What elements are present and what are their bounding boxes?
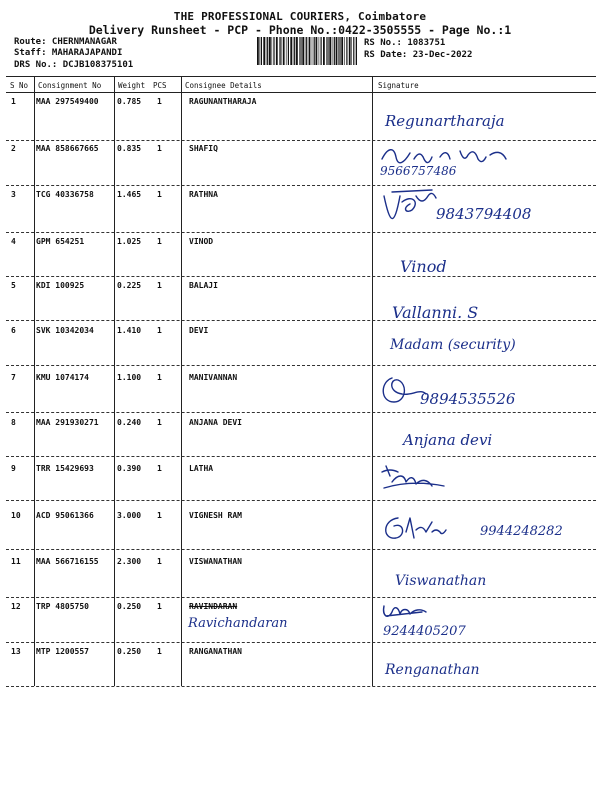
row-consignment: MAA 566716155 (36, 557, 99, 566)
column-header-consignment: Consignment No (38, 81, 102, 90)
row-consignee: LATHA (189, 464, 214, 473)
column-header-pcs: PCS (153, 81, 167, 90)
row-consignee: RAVINDARAN (189, 602, 238, 611)
handwritten-signature: Anjana devi (403, 431, 493, 449)
row-separator (6, 412, 596, 413)
row-pcs: 1 (157, 144, 162, 153)
handwritten-phone: 9843794408 (436, 205, 532, 223)
row-consignee: MANIVANNAN (189, 373, 238, 382)
row-weight: 2.300 (117, 557, 142, 566)
row-pcs: 1 (157, 511, 162, 520)
row-weight: 1.100 (117, 373, 142, 382)
row-consignment: MAA 858667665 (36, 144, 99, 153)
row-pcs: 1 (157, 647, 162, 656)
row-sno: 10 (11, 511, 21, 520)
row-pcs: 1 (157, 602, 162, 611)
row-separator (6, 456, 596, 457)
row-sno: 12 (11, 602, 21, 611)
table-bottom-rule (6, 686, 596, 687)
row-consignment: GPM 654251 (36, 237, 85, 246)
column-divider (114, 76, 115, 686)
column-header-weight: Weight (118, 81, 146, 90)
row-sno: 4 (11, 237, 16, 246)
row-consignment: KDI 100925 (36, 281, 85, 290)
row-consignee: SHAFIQ (189, 144, 218, 153)
row-consignee: RATHNA (189, 190, 218, 199)
handwritten-signature: Vallanni. S (392, 303, 479, 322)
column-divider (34, 76, 35, 686)
column-header-sno: S No (10, 81, 29, 90)
row-separator (6, 140, 596, 141)
row-consignee: RANGANATHAN (189, 647, 242, 656)
handwritten-signature: Viswanathan (395, 573, 487, 589)
column-divider (372, 76, 373, 686)
rs-number: RS No.: 1083751 (364, 38, 446, 48)
row-separator (6, 185, 596, 186)
table-top-rule (6, 76, 596, 77)
row-pcs: 1 (157, 464, 162, 473)
row-sno: 11 (11, 557, 21, 566)
row-sno: 1 (11, 97, 16, 106)
handwritten-signature: Renganathan (385, 662, 480, 678)
row-sno: 6 (11, 326, 16, 335)
column-header-consignee: Consignee Details (185, 81, 262, 90)
row-consignment: MTP 1200557 (36, 647, 89, 656)
row-separator (6, 320, 596, 321)
handwritten-phone: 9566757486 (380, 164, 457, 178)
rs-date: RS Date: 23-Dec-2022 (364, 50, 473, 60)
row-sno: 5 (11, 281, 16, 290)
row-sno: 3 (11, 190, 16, 199)
row-sno: 9 (11, 464, 16, 473)
route-label: Route: CHERNMANAGAR (14, 37, 117, 47)
row-pcs: 1 (157, 418, 162, 427)
staff-label: Staff: MAHARAJAPANDI (14, 48, 123, 58)
handwritten-signature: Madam (security) (390, 337, 516, 353)
row-consignment: TRR 15429693 (36, 464, 94, 473)
row-consignee: RAGUNANTHARAJA (189, 97, 257, 106)
row-pcs: 1 (157, 190, 162, 199)
row-consignment: MAA 297549400 (36, 97, 99, 106)
row-weight: 1.410 (117, 326, 142, 335)
row-weight: 0.240 (117, 418, 142, 427)
column-divider (181, 76, 182, 686)
row-separator (6, 642, 596, 643)
handwritten-signature (380, 512, 450, 546)
row-sno: 7 (11, 373, 16, 382)
row-consignee: VISWANATHAN (189, 557, 242, 566)
row-separator (6, 597, 596, 598)
row-pcs: 1 (157, 281, 162, 290)
row-consignee: VIGNESH RAM (189, 511, 242, 520)
row-weight: 3.000 (117, 511, 142, 520)
row-consignee: DEVI (189, 326, 209, 335)
drs-number: DRS No.: DCJB108375101 (14, 60, 134, 70)
row-pcs: 1 (157, 237, 162, 246)
row-consignee: VINOD (189, 237, 214, 246)
runsheet-title: Delivery Runsheet - PCP - Phone No.:0422-3505555 - Page No.:1 (88, 23, 512, 37)
row-consignment: TCG 40336758 (36, 190, 94, 199)
row-pcs: 1 (157, 373, 162, 382)
row-consignment: SVK 10342034 (36, 326, 94, 335)
row-weight: 0.250 (117, 647, 142, 656)
row-consignment: KMU 1074174 (36, 373, 89, 382)
row-separator (6, 500, 596, 501)
handwritten-phone: 9244405207 (383, 624, 466, 639)
row-weight: 1.025 (117, 237, 142, 246)
row-separator (6, 276, 596, 277)
handwritten-phone: 9894535526 (420, 390, 516, 408)
row-pcs: 1 (157, 557, 162, 566)
row-weight: 0.785 (117, 97, 142, 106)
row-separator (6, 232, 596, 233)
row-consignee: ANJANA DEVI (189, 418, 242, 427)
barcode-image (257, 37, 357, 65)
table-header-rule (6, 92, 596, 93)
row-weight: 0.225 (117, 281, 142, 290)
row-pcs: 1 (157, 97, 162, 106)
row-consignment: MAA 291930271 (36, 418, 99, 427)
row-consignee: BALAJI (189, 281, 218, 290)
handwritten-signature (380, 188, 440, 228)
row-sno: 8 (11, 418, 16, 427)
company-title: THE PROFESSIONAL COURIERS, Coimbatore (173, 10, 427, 23)
handwritten-signature: Vinod (400, 257, 447, 276)
row-separator (6, 549, 596, 550)
row-weight: 0.250 (117, 602, 142, 611)
row-weight: 1.465 (117, 190, 142, 199)
row-weight: 0.390 (117, 464, 142, 473)
column-header-signature: Signature (378, 81, 419, 90)
handwritten-signature (380, 602, 430, 622)
handwritten-signature (380, 462, 450, 492)
row-consignment: TRP 4805750 (36, 602, 89, 611)
row-sno: 13 (11, 647, 21, 656)
row-sno: 2 (11, 144, 16, 153)
row-consignment: ACD 95061366 (36, 511, 94, 520)
handwritten-correction: Ravichandaran (188, 616, 288, 631)
row-separator (6, 365, 596, 366)
handwritten-phone: 9944248282 (480, 524, 563, 539)
row-pcs: 1 (157, 326, 162, 335)
row-weight: 0.835 (117, 144, 142, 153)
handwritten-signature: Regunartharaja (385, 112, 505, 130)
